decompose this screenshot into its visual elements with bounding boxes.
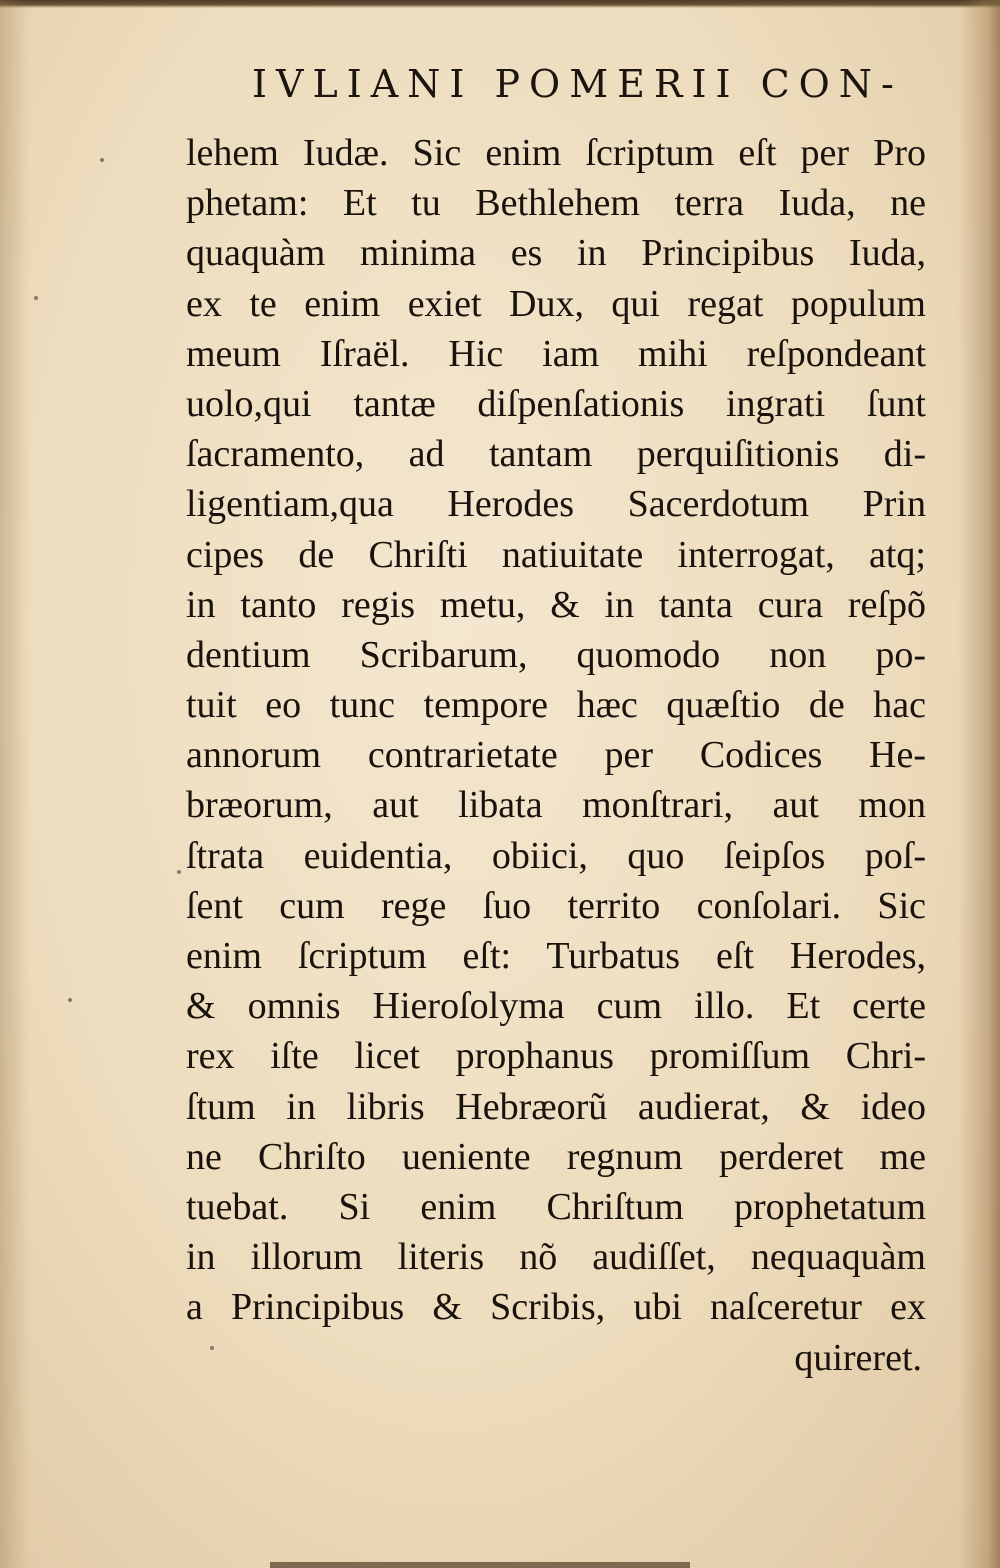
page-left-shadow (0, 0, 30, 1568)
text-line: quaquàm minima es in Principibus Iuda, (186, 232, 926, 275)
text-line: ſtrata euidentia, obiici, quo ſeipſos poſ- (186, 834, 926, 877)
ink-speck (177, 870, 181, 874)
text-line: uolo,qui tantæ diſpenſationis ingrati ſunt (186, 382, 926, 425)
catchword: quireret. (794, 1336, 922, 1379)
text-line: cipes de Chriſti natiuitate interrogat, atq; (186, 533, 926, 576)
text-line: a Principibus & Scribis, ubi naſceretur ex (186, 1286, 926, 1329)
body-text (186, 128, 926, 1383)
page-right-shadow (958, 0, 1000, 1568)
text-line: enim ſcriptum eſt: Turbatus eſt Herodes, (186, 935, 926, 977)
text-line: ne Chriſto ueniente regnum perderet me (186, 1135, 926, 1178)
ink-speck (210, 1346, 214, 1350)
text-line: in illorum literis nõ audiſſet, nequaquàm (186, 1236, 926, 1279)
text-line: rex iſte licet prophanus promiſſum Chri- (186, 1035, 926, 1078)
page-top-edge (0, 0, 1000, 8)
text-line: & omnis Hieroſolyma cum illo. Et certe (186, 985, 926, 1028)
ink-speck (34, 296, 38, 300)
page-bottom-edge (270, 1562, 690, 1568)
text-line: tuit eo tunc tempore hæc quæſtio de hac (186, 684, 926, 727)
text-line: ſtum in libris Hebræorũ audierat, & ideo (186, 1085, 926, 1128)
text-line: lehem Iudæ. Sic enim ſcriptum eſt per Pro (186, 132, 926, 174)
ink-speck (100, 158, 104, 162)
running-head: IVLIANI POMERII CON- (252, 62, 903, 106)
text-line: annorum contrarietate per Codices He- (186, 734, 926, 777)
text-line: in tanto regis metu, & in tanta cura reſpõ (186, 583, 926, 626)
text-line: ſacramento, ad tantam perquiſitionis di- (186, 433, 926, 476)
text-line: ligentiam,qua Herodes Sacerdotum Prin (186, 483, 926, 526)
text-line: meum Iſraël. Hic iam mihi reſpondeant (186, 332, 926, 375)
ink-speck (68, 998, 72, 1002)
text-line: ſent cum rege ſuo territo conſolari. Sic (186, 884, 926, 927)
text-line: dentium Scribarum, quomodo non po- (186, 633, 926, 676)
text-line: tuebat. Si enim Chriſtum prophetatum (186, 1185, 926, 1228)
text-line: ex te enim exiet Dux, qui regat populum (186, 282, 926, 325)
text-line: phetam: Et tu Bethlehem terra Iuda, ne (186, 182, 926, 225)
text-line: bræorum, aut libata monſtrari, aut mon (186, 784, 926, 827)
